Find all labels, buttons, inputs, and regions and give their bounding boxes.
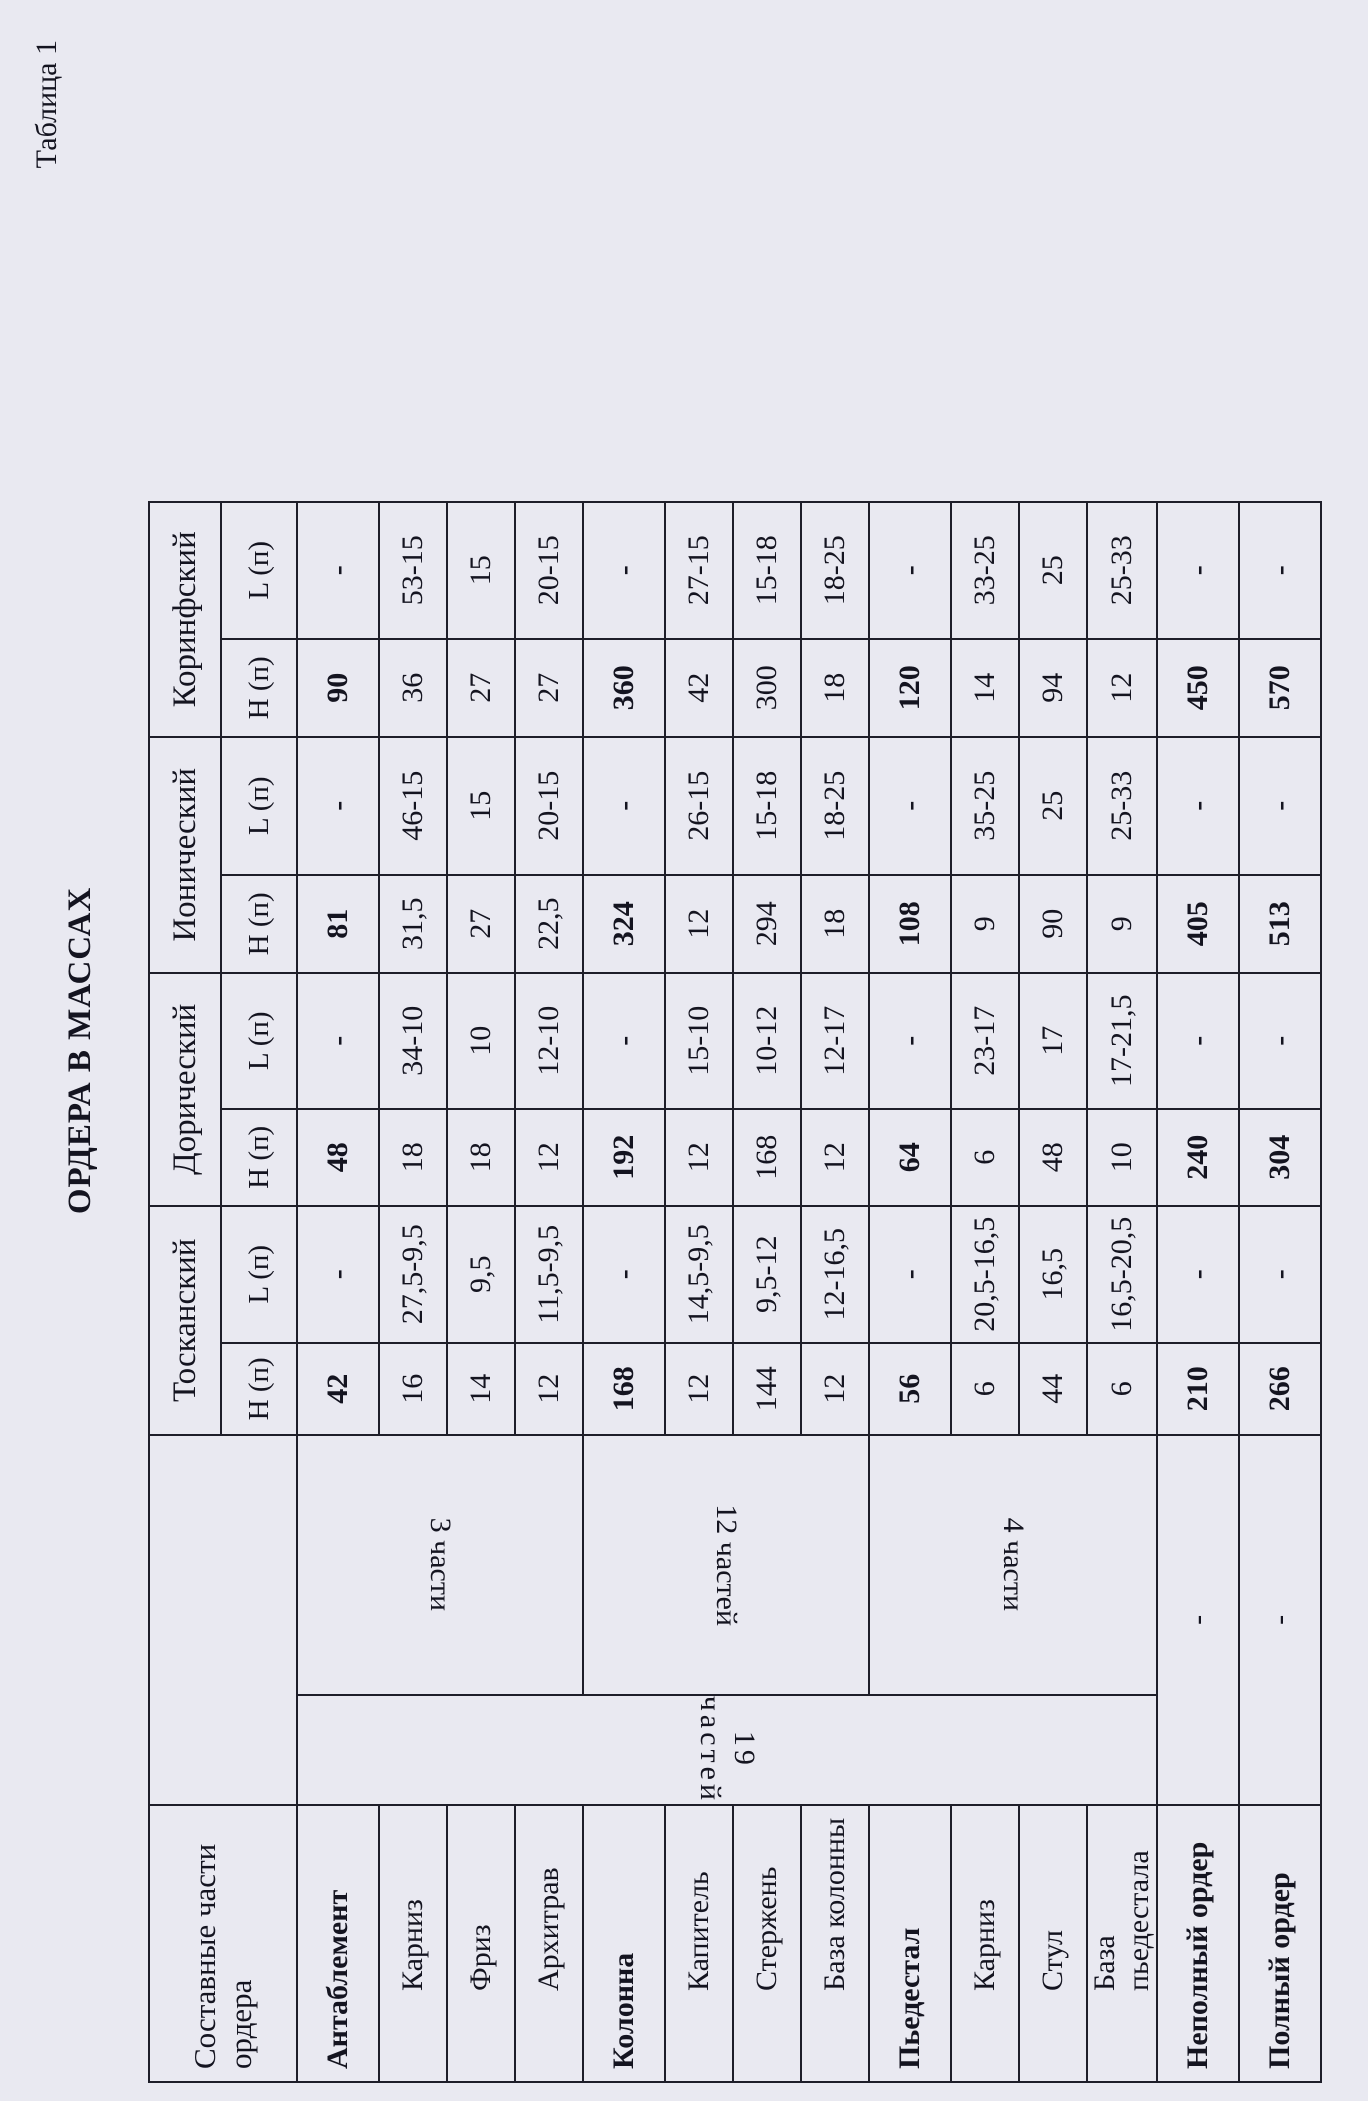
cell-value: 9,5 bbox=[447, 1206, 515, 1343]
header-group-blank bbox=[149, 1435, 297, 1805]
table-row bbox=[801, 263, 869, 2082]
cell-value: 56 bbox=[869, 1343, 951, 1435]
row-label: Неполный ордер bbox=[1157, 1805, 1239, 2082]
cell-value: 304 bbox=[1239, 1109, 1321, 1206]
subheader-h: H (п) bbox=[221, 639, 297, 737]
cell-value: - bbox=[869, 502, 951, 639]
cell-value: 14 bbox=[447, 1343, 515, 1435]
group-dash: - bbox=[1239, 1435, 1321, 1805]
cell-value: - bbox=[583, 1206, 665, 1343]
cell-value: 12 bbox=[665, 875, 733, 973]
cell-value: 513 bbox=[1239, 875, 1321, 973]
cell-value: 17 bbox=[1019, 973, 1087, 1109]
row-label: Архитрав bbox=[515, 1805, 583, 2082]
cell-value: 35-25 bbox=[951, 737, 1019, 875]
cell-value: 53-15 bbox=[379, 502, 447, 639]
cell-value: 18 bbox=[801, 639, 869, 737]
cell-value: - bbox=[869, 973, 951, 1109]
cell-value: 25 bbox=[1019, 502, 1087, 639]
cell-value: 36 bbox=[379, 639, 447, 737]
cell-value: 6 bbox=[1087, 1343, 1157, 1435]
cell-value: 12 bbox=[801, 1343, 869, 1435]
cell-value: 15-10 bbox=[665, 973, 733, 1109]
cell-value: - bbox=[869, 737, 951, 875]
cell-value: 42 bbox=[297, 1343, 379, 1435]
cell-value: 240 bbox=[1157, 1109, 1239, 1206]
cell-value: 294 bbox=[733, 875, 801, 973]
cell-value: 266 bbox=[1239, 1343, 1321, 1435]
cell-value: 16,5-20,5 bbox=[1087, 1206, 1157, 1343]
cell-value: 44 bbox=[1019, 1343, 1087, 1435]
cell-value: 16 bbox=[379, 1343, 447, 1435]
group-dash: - bbox=[1157, 1435, 1239, 1805]
subheader-h: H (п) bbox=[221, 1343, 297, 1435]
cell-value: 27 bbox=[515, 639, 583, 737]
table-row bbox=[869, 263, 951, 2082]
row-label: Полный ордер bbox=[1239, 1805, 1321, 2082]
cell-value: 27 bbox=[447, 875, 515, 973]
cell-value: - bbox=[1157, 973, 1239, 1109]
cell-value: 25 bbox=[1019, 737, 1087, 875]
cell-value: 360 bbox=[583, 639, 665, 737]
cell-value: 81 bbox=[297, 875, 379, 973]
table-row bbox=[665, 263, 733, 2082]
cell-value: - bbox=[1157, 737, 1239, 875]
cell-value: 16,5 bbox=[1019, 1206, 1087, 1343]
table-row bbox=[379, 263, 447, 2082]
table-row bbox=[1087, 263, 1157, 2082]
header-order-ionic: Ионический bbox=[149, 737, 221, 973]
cell-value: 10 bbox=[1087, 1109, 1157, 1206]
cell-value: 450 bbox=[1157, 639, 1239, 737]
cell-value: 46-15 bbox=[379, 737, 447, 875]
cell-value: 9 bbox=[1087, 875, 1157, 973]
row-label: Колонна bbox=[583, 1805, 665, 2082]
subheader-l: L (п) bbox=[221, 973, 297, 1109]
header-order-doric: Дорический bbox=[149, 973, 221, 1206]
subheader-l: L (п) bbox=[221, 502, 297, 639]
cell-value: 90 bbox=[297, 639, 379, 737]
cell-value: 10 bbox=[447, 973, 515, 1109]
cell-value: 64 bbox=[869, 1109, 951, 1206]
subheader-l: L (п) bbox=[221, 737, 297, 875]
cell-value: 11,5-9,5 bbox=[515, 1206, 583, 1343]
cell-value: - bbox=[1239, 1206, 1321, 1343]
cell-value: 15-18 bbox=[733, 737, 801, 875]
cell-value: 9 bbox=[951, 875, 1019, 973]
subheader-h: H (п) bbox=[221, 875, 297, 973]
table-row bbox=[1019, 263, 1087, 2082]
cell-value: 14 bbox=[951, 639, 1019, 737]
cell-value: 12 bbox=[1087, 639, 1157, 737]
cell-value: - bbox=[297, 502, 379, 639]
cell-value: 300 bbox=[733, 639, 801, 737]
cell-value: - bbox=[297, 737, 379, 875]
cell-value: 14,5-9,5 bbox=[665, 1206, 733, 1343]
row-label: Антаблемент bbox=[297, 1805, 379, 2082]
cell-value: 20,5-16,5 bbox=[951, 1206, 1019, 1343]
cell-value: 168 bbox=[583, 1343, 665, 1435]
cell-value: 18-25 bbox=[801, 737, 869, 875]
table-row bbox=[951, 263, 1019, 2082]
cell-value: 18 bbox=[801, 875, 869, 973]
row-label: Карниз bbox=[379, 1805, 447, 2082]
cell-value: 18 bbox=[447, 1109, 515, 1206]
cell-value: 108 bbox=[869, 875, 951, 973]
row-label: Пьедестал bbox=[869, 1805, 951, 2082]
group-four-parts: 4 части bbox=[869, 1435, 1157, 1695]
cell-value: 12 bbox=[665, 1109, 733, 1206]
cell-value: 210 bbox=[1157, 1343, 1239, 1435]
table-row bbox=[1239, 263, 1321, 2082]
cell-value: 20-15 bbox=[515, 737, 583, 875]
cell-value: 15-18 bbox=[733, 502, 801, 639]
table-number-label: Таблица 1 bbox=[30, 40, 63, 169]
header-order-tuscan: Тосканский bbox=[149, 1206, 221, 1435]
cell-value: 6 bbox=[951, 1343, 1019, 1435]
cell-value: 12 bbox=[515, 1109, 583, 1206]
cell-value: - bbox=[583, 737, 665, 875]
subheader-h: H (п) bbox=[221, 1109, 297, 1206]
cell-value: 12 bbox=[801, 1109, 869, 1206]
cell-value: 144 bbox=[733, 1343, 801, 1435]
header-parts: Составные части ордера bbox=[149, 1805, 297, 2082]
row-label: Капитель bbox=[665, 1805, 733, 2082]
cell-value: 15 bbox=[447, 737, 515, 875]
cell-value: 12 bbox=[665, 1343, 733, 1435]
group-three-parts: 3 части bbox=[297, 1435, 583, 1695]
table-row bbox=[297, 263, 379, 2082]
cell-value: - bbox=[583, 502, 665, 639]
cell-value: 23-17 bbox=[951, 973, 1019, 1109]
cell-value: - bbox=[297, 1206, 379, 1343]
cell-value: 12-10 bbox=[515, 973, 583, 1109]
cell-value: 405 bbox=[1157, 875, 1239, 973]
cell-value: 570 bbox=[1239, 639, 1321, 737]
cell-value: 9,5-12 bbox=[733, 1206, 801, 1343]
cell-value: 120 bbox=[869, 639, 951, 737]
cell-value: - bbox=[297, 973, 379, 1109]
row-label: Фриз bbox=[447, 1805, 515, 2082]
cell-value: 168 bbox=[733, 1109, 801, 1206]
cell-value: 27-15 bbox=[665, 502, 733, 639]
row-label: База пьедестала bbox=[1087, 1805, 1157, 2082]
cell-value: 27,5-9,5 bbox=[379, 1206, 447, 1343]
page-title: ОРДЕРА В МАССАХ bbox=[62, 886, 98, 1215]
orders-table bbox=[148, 262, 1322, 2083]
cell-value: 42 bbox=[665, 639, 733, 737]
cell-value: 34-10 bbox=[379, 973, 447, 1109]
subheader-l: L (п) bbox=[221, 1206, 297, 1343]
group-twelve-parts: 12 частей bbox=[583, 1435, 869, 1695]
cell-value: 17-21,5 bbox=[1087, 973, 1157, 1109]
cell-value: - bbox=[1157, 502, 1239, 639]
cell-value: - bbox=[1239, 502, 1321, 639]
cell-value: 27 bbox=[447, 639, 515, 737]
cell-value: 12-16,5 bbox=[801, 1206, 869, 1343]
table-row bbox=[447, 263, 515, 2082]
cell-value: 15 bbox=[447, 502, 515, 639]
row-label: Стул bbox=[1019, 1805, 1087, 2082]
cell-value: 25-33 bbox=[1087, 737, 1157, 875]
cell-value: - bbox=[1157, 1206, 1239, 1343]
header-order-corinthian: Коринфский bbox=[149, 502, 221, 737]
cell-value: 324 bbox=[583, 875, 665, 973]
cell-value: - bbox=[869, 1206, 951, 1343]
cell-value: 12 bbox=[515, 1343, 583, 1435]
cell-value: 18-25 bbox=[801, 502, 869, 639]
row-label: Стержень bbox=[733, 1805, 801, 2082]
cell-value: 94 bbox=[1019, 639, 1087, 737]
group-nineteen-parts: 19 частей bbox=[297, 1695, 1157, 1805]
cell-value: 192 bbox=[583, 1109, 665, 1206]
cell-value: 26-15 bbox=[665, 737, 733, 875]
cell-value: 18 bbox=[379, 1109, 447, 1206]
cell-value: 6 bbox=[951, 1109, 1019, 1206]
table-row bbox=[1157, 263, 1239, 2082]
cell-value: - bbox=[583, 973, 665, 1109]
cell-value: 10-12 bbox=[733, 973, 801, 1109]
row-label: База колонны bbox=[801, 1805, 869, 2082]
cell-value: 12-17 bbox=[801, 973, 869, 1109]
cell-value: 20-15 bbox=[515, 502, 583, 639]
cell-value: 25-33 bbox=[1087, 502, 1157, 639]
cell-value: - bbox=[1239, 973, 1321, 1109]
cell-value: 48 bbox=[1019, 1109, 1087, 1206]
cell-value: 33-25 bbox=[951, 502, 1019, 639]
cell-value: 90 bbox=[1019, 875, 1087, 973]
table-row bbox=[733, 263, 801, 2082]
row-label: Карниз bbox=[951, 1805, 1019, 2082]
table-row bbox=[583, 263, 665, 2082]
cell-value: 31,5 bbox=[379, 875, 447, 973]
table-row bbox=[515, 263, 583, 2082]
cell-value: 48 bbox=[297, 1109, 379, 1206]
cell-value: - bbox=[1239, 737, 1321, 875]
cell-value: 22,5 bbox=[515, 875, 583, 973]
